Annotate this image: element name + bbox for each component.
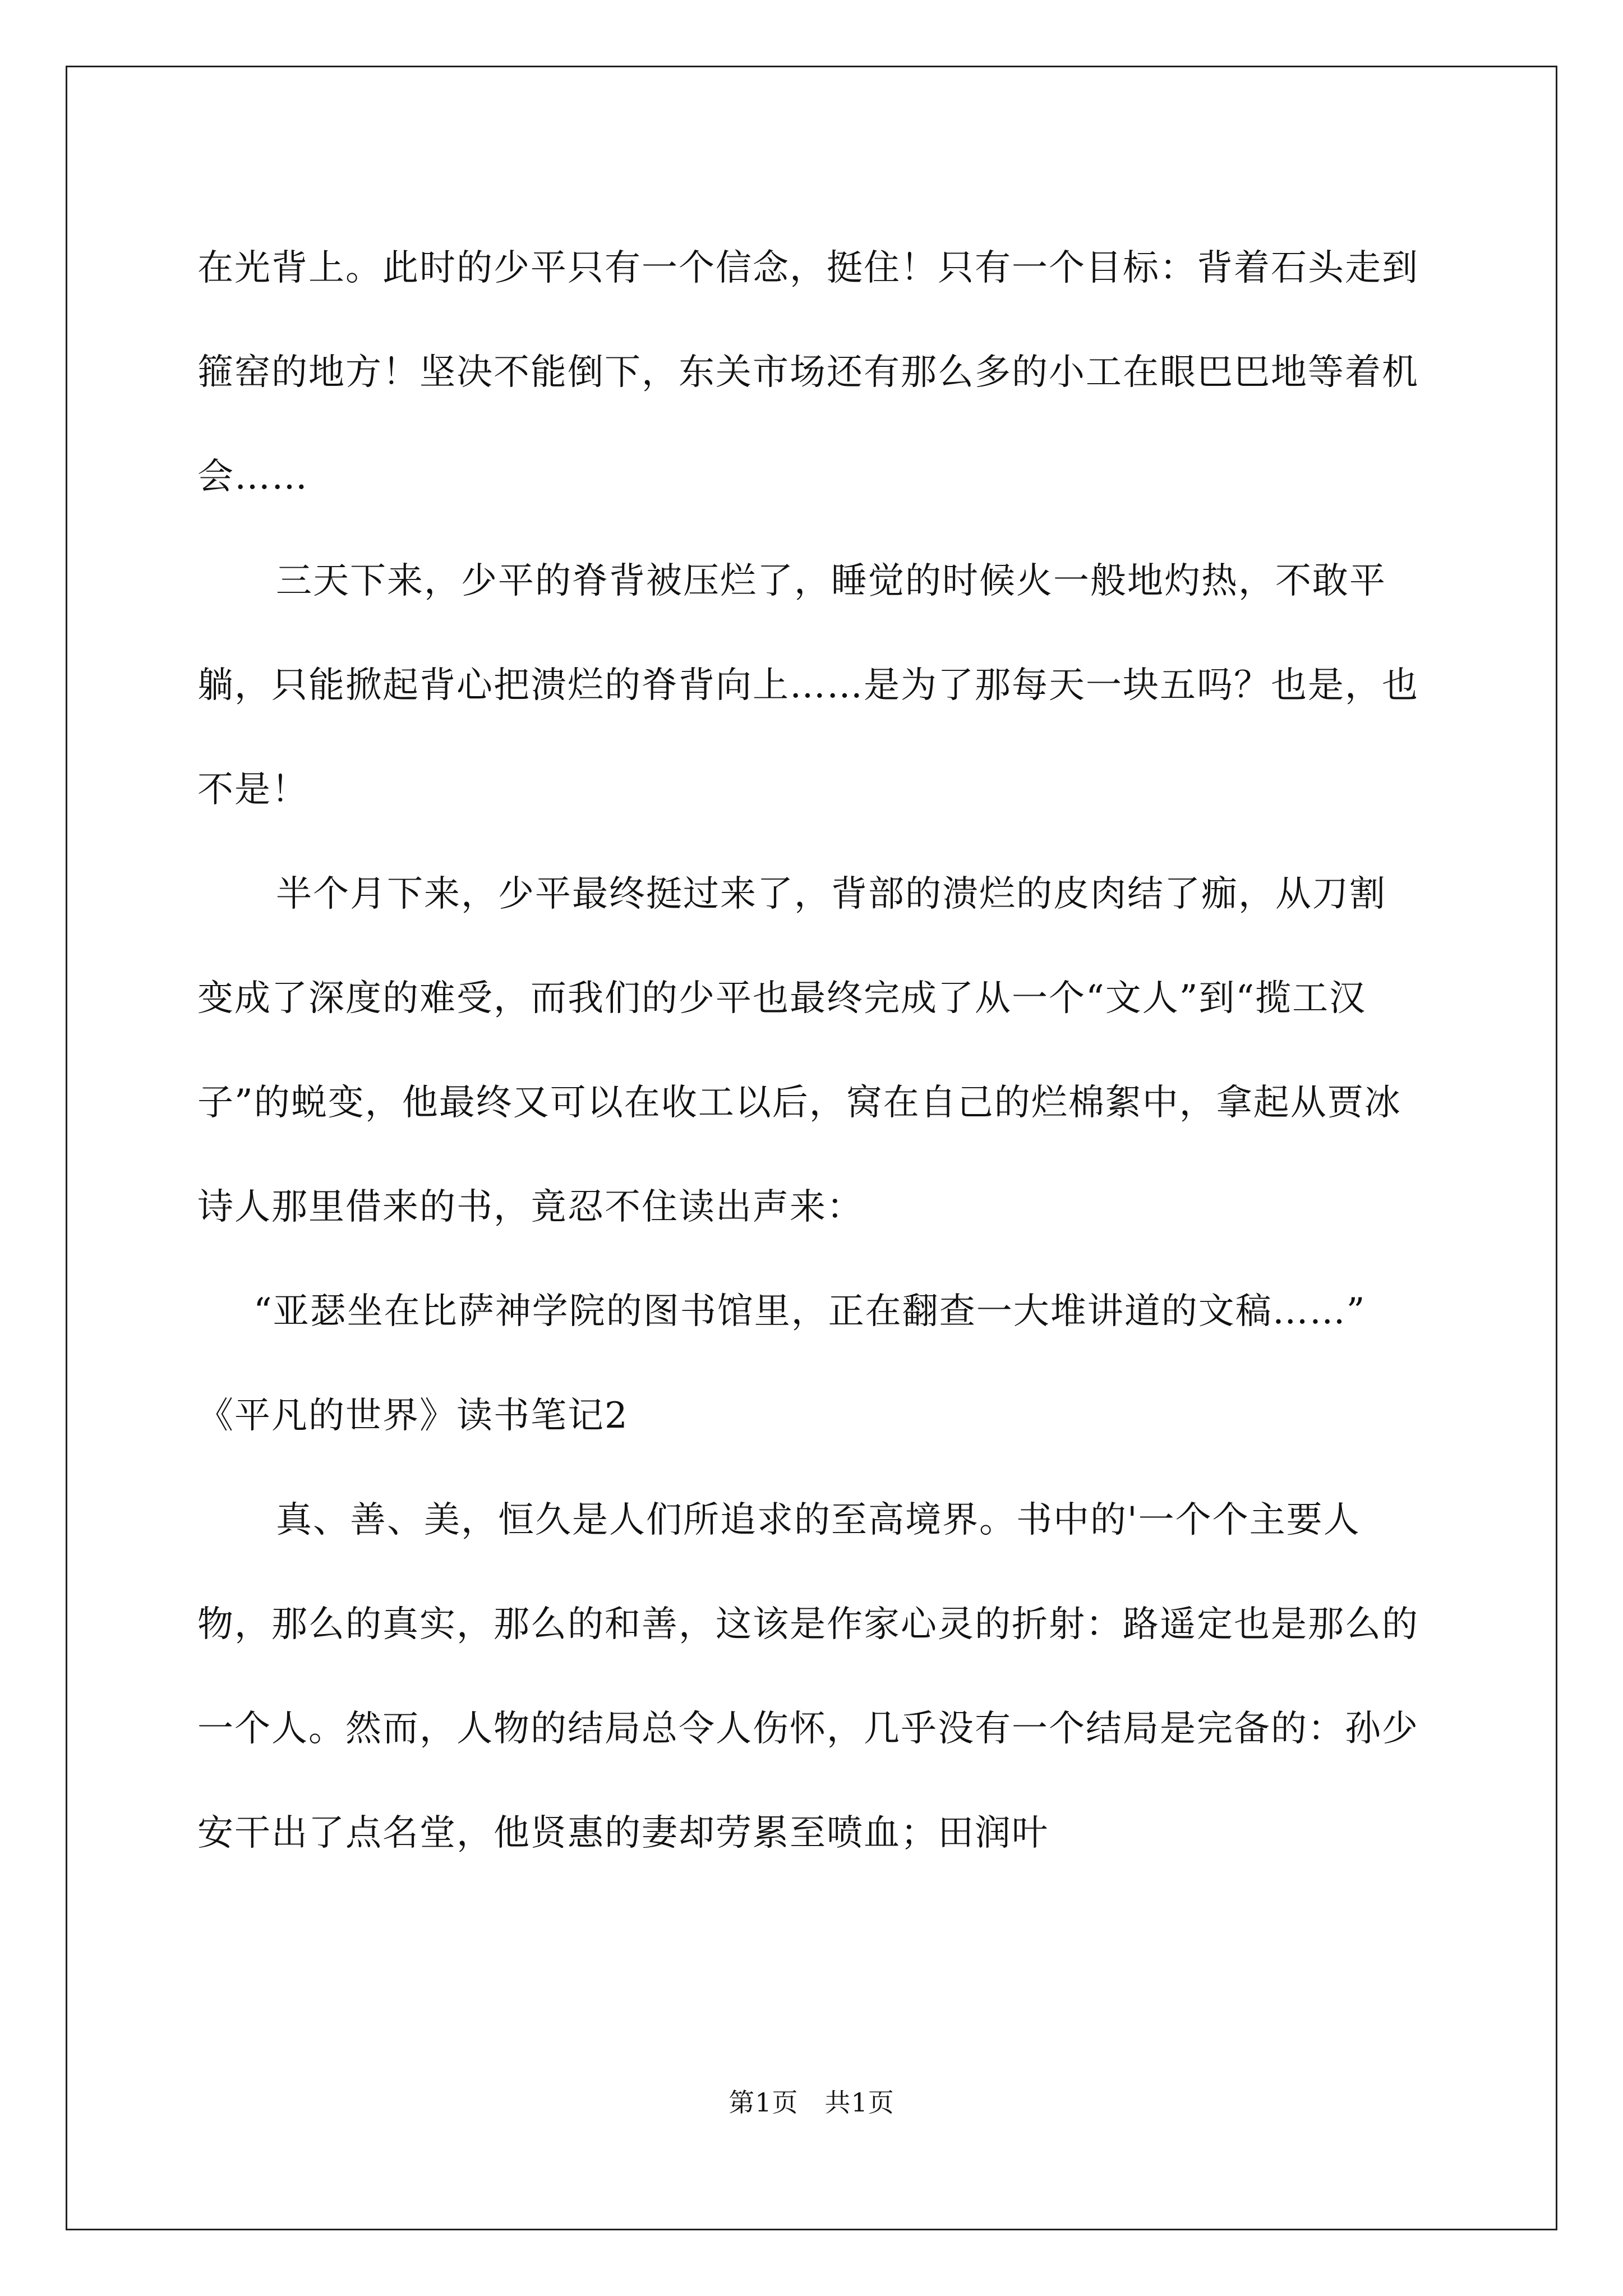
document-body [197,216,1420,1885]
paragraph-1: 在光背上。此时的少平只有一个信念，挺住！只有一个目标：背着石头走到箍窑的地方！坚决不能倒下，东关市场还有那么多的小工在眼巴巴地等着机会…… [197,247,1419,498]
section-heading: 《平凡的世界》读书笔记2 [197,1395,629,1437]
page-footer: 第1页 共1页 [728,2087,895,2118]
paragraph-3: 半个月下来，少平最终挺过来了，背部的溃烂的皮肉结了痂，从刀割变成了深度的难受，而我们的少平也最终完成了从一个“文人”到“揽工汉子”的蜕变，他最终又可以在收工以后，窝在自己的烂棉絮中，拿起从贾冰诗人那里借来的书，竟忍不住读出声来： [197,873,1401,1228]
paragraph-2: 三天下来，少平的脊背被压烂了，睡觉的时候火一般地灼热，不敢平躺，只能掀起背心把溃烂的脊背向上……是为了那每天一块五吗？也是，也不是！ [197,560,1419,811]
paragraph-4: 真、善、美，恒久是人们所追求的至高境界。书中的'一个个主要人物，那么的真实，那么的和善，这该是作家心灵的折射：路遥定也是那么的一个人。然而，人物的结局总令人伤怀，几乎没有一个结局是完备的：孙少安干出了点名堂，他贤惠的妻却劳累至喷血；田润叶 [197,1499,1419,1854]
quote-paragraph: “亚瑟坐在比萨神学院的图书馆里，正在翻查一大堆讲道的文稿……” [253,1291,1366,1332]
